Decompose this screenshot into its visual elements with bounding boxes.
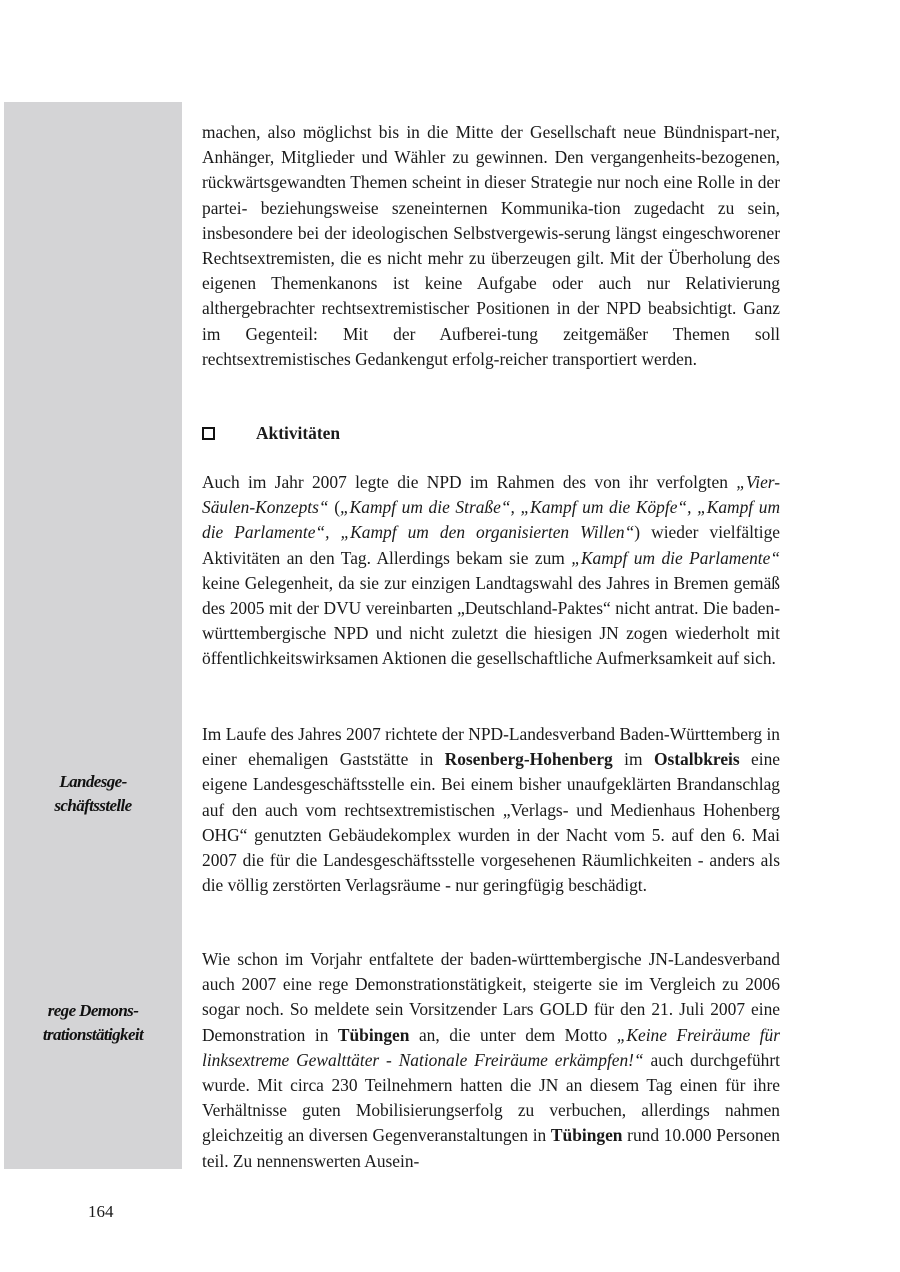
paragraph-4 [202, 947, 780, 1174]
italic-run: „Kampf um die Parlamente“ [571, 547, 780, 568]
paragraph-2 [202, 470, 780, 672]
text-run: Wie schon im Vorjahr entfaltete der baden-württembergische JN-Landesverband auch 2007 eine rege Demonstrationstätigkeit, steigerte sie im Vergleich zu 2006 sogar noch. So meldete sein Vorsitzender Lars GOLD für den 21. Juli 2007 eine Demonstration in [202, 949, 780, 1045]
text-run: eine eigene Landesgeschäftsstelle ein. Bei einem bisher unaufgeklärten Brandanschlag auf den auch vom rechtsextremistischen „Verlags- und Medienhaus Hohenberg OHG“ genutzten Gebäudekomplex wurden in der Nacht vom 5. auf den 6. Mai 2007 die für die Landesgeschäftsstelle vorgesehenen Räumlichkeiten - anders als die völlig zerstörten Verlagsräume - nur geringfügig beschädigt. [202, 749, 781, 896]
section-heading-text: Aktivitäten [256, 422, 341, 443]
bold-run: Tübingen [337, 1024, 410, 1045]
bold-run: Rosenberg-Hohenberg [444, 749, 613, 770]
margin-note-demonstrationstaetigkeit [4, 999, 182, 1047]
text-run: ) wieder vielfältige Aktivitäten an den Tag. Allerdings bekam sie zum [202, 522, 780, 568]
italic-run: „Keine Freiräume für linksextreme Gewalttäter - Nationale Freiräume erkämpfen!“ [202, 1024, 780, 1070]
paragraph-1 [202, 120, 780, 372]
text-run: Im Laufe des Jahres 2007 richtete der NPD-Landesverband Baden-Württemberg in einer ehemaligen Gaststätte in [202, 724, 780, 770]
text-run: keine Gelegenheit, da sie zur einzigen Landtagswahl des Jahres in Bremen gemäß des 2005 mit der DVU vereinbarten „Deutschland-Paktes“ nicht antrat. Die baden-württembergische NPD und nicht zuletzt die hiesigen JN zogen wiederholt mit öffentlichkeitswirksamen Aktionen die gesellschaftliche Aufmerksamkeit auf sich. [202, 572, 780, 669]
text-run: rund 10.000 Personen teil. Zu nennenswerten Ausein- [202, 1125, 780, 1171]
italic-run: „Vier-Säulen-Konzepts“ [202, 472, 780, 518]
margin-note-line: trationstätigkeit [42, 1025, 144, 1044]
margin-note-line: schäftsstelle [54, 796, 132, 815]
checkbox-bullet-icon [202, 427, 215, 440]
paragraph-text: machen, also möglichst bis in die Mitte der Gesellschaft neue Bündnispart-ner, Anhänger, Mitglieder und Wähler zu gewinnen. Den vergangenheits-bezogenen, rückwärtsgewandten Themen scheint in dieser Strategie nur noch eine Rolle in der partei- beziehungsweise szeneinternen Kommunika-tion zugedacht zu sein, insbesondere bei der ideologischen Selbstvergewis-serung längst eingeschworener Rechtsextremisten, die es nicht mehr zu überzeugen gilt. Mit der Überholung des eigenen Themenkanons ist keine Aufgabe oder auch nur Relativierung althergebrachter rechtsextremistischer Positionen in der NPD beabsichtigt. Ganz im Gegenteil: Mit der Aufberei-tung zeitgemäßer Themen soll rechtsextremistisches Gedankengut erfolg-reicher transportiert werden. [202, 122, 780, 369]
paragraph-3 [202, 722, 780, 898]
section-heading [202, 420, 340, 446]
page-number: 164 [88, 1202, 114, 1221]
bold-run: Ostalbkreis [653, 749, 740, 770]
text-run: auch durchgeführt wurde. Mit circa 230 Teilnehmern hatten die JN an diesem Tag einen für ihre Verhältnisse guten Mobilisierungserfolg zu verbuchen, allerdings nahmen gleichzeitig an diversen Gegenveranstaltungen in [202, 1049, 780, 1146]
margin-note-landesgeschaeftsstelle [4, 770, 182, 818]
margin-note-line: rege Demons- [47, 1001, 139, 1020]
text-run: im [612, 749, 654, 770]
margin-note-line: Landesge- [59, 772, 127, 791]
bold-run: Tübingen [550, 1125, 623, 1146]
text-run: Auch im Jahr 2007 legte die NPD im Rahmen des von ihr verfolgten [202, 472, 737, 492]
text-run: an, die unter dem Motto [409, 1024, 617, 1045]
italic-run: „Kampf um die Straße“, „Kampf um die Köpfe“, „Kampf um die Parlamente“, „Kampf um den organisierten Willen“ [202, 497, 780, 543]
text-run: ( [328, 497, 340, 518]
